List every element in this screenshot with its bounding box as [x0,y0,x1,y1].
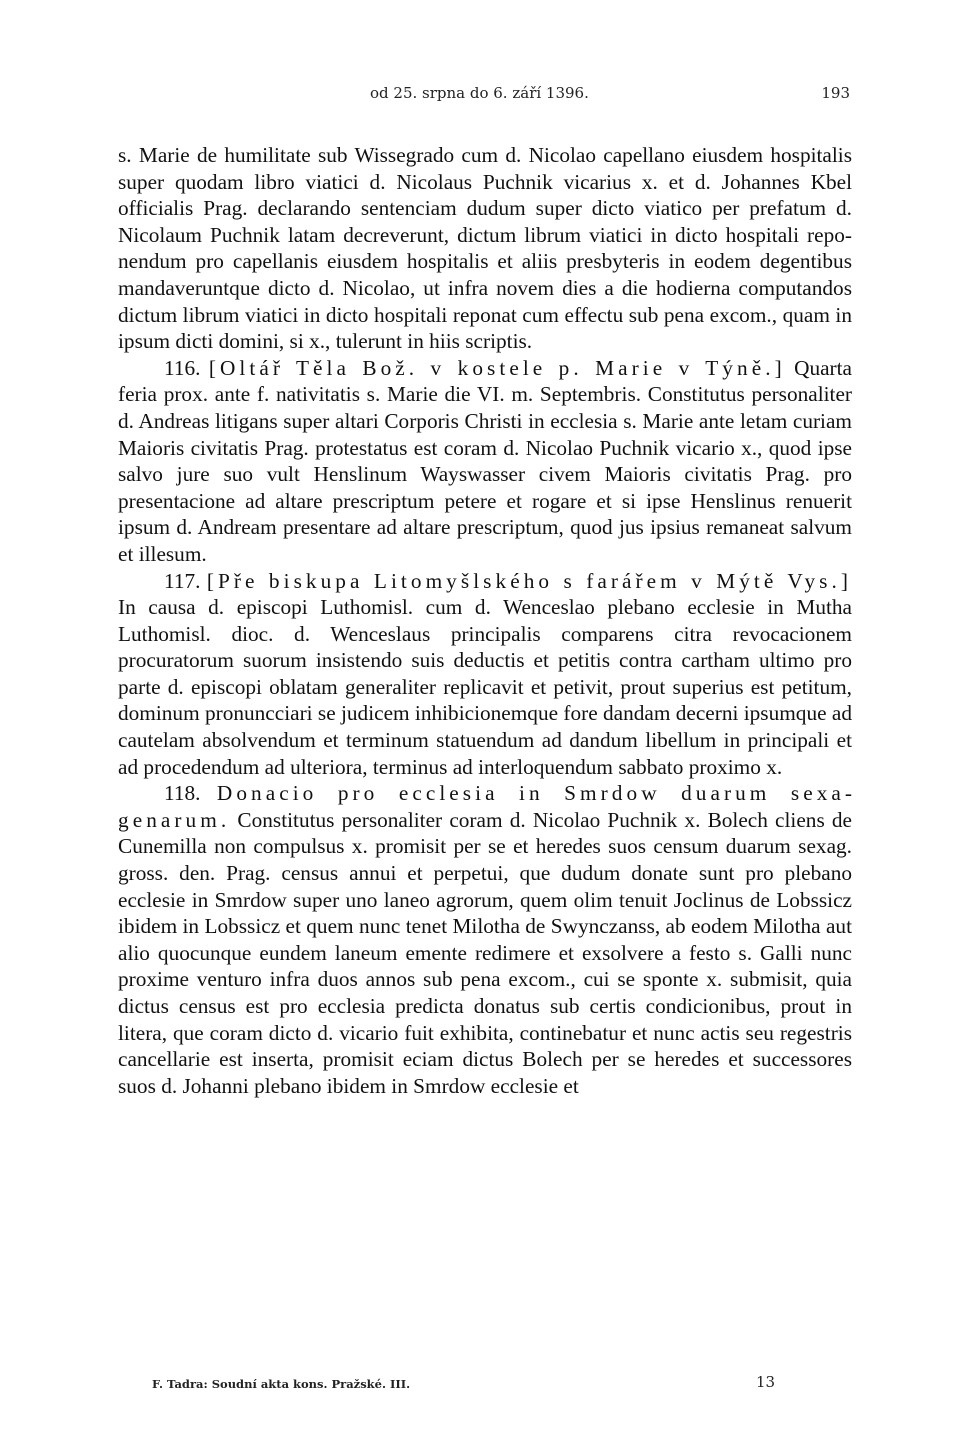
entry-heading: Donacio pro ecclesia in Smrdow duarum sexagenarum. [118,781,853,832]
entry-number: 116. [164,355,201,380]
entry-118 [118,780,852,1099]
entry-body: Constitutus personaliter coram d. Nicolao Puchnik x. Bolech cliens de Cunemilla non compulsus x. promisit per se et heredes suos censum duarum sexag. gross. den. Prag. census annui et perpetui, que dudum donate sunt pro plebano ecclesie in Smrdow super uno laneo agrorum, quem olim tenuit Joclinus de Lobssicz ibidem in Lobssicz et quem nunc tenet Milotha de Swynczanss, ab eodem Milotha aut alio quocunque eundem laneum emente redimere et exsolvere a festo s. Galli nunc proxime venturo infra duos annos sub pena excom., cui se sponte x. submisit, quia dictus census est pro ecclesia predicta donatus sub certis condicionibus, prout in litera, que coram dicto d. vicario fuit exhibita, continebatur et nunc actis seu regestris cancellarie est inserta, promisit eciam dictus Bolech per se heredes et successores suos d. Johanni plebano ibidem in Smrdow ecclesie et [118,807,853,1098]
entry-number: 118. [164,781,201,806]
page-number: 193 [821,84,850,102]
page [118,84,852,1099]
entry-117 [118,568,852,781]
body-text [118,142,852,1099]
entry-number: 117. [164,568,201,593]
footer-citation: F. Tadra: Soudní akta kons. Pražské. III. [152,1377,411,1391]
paragraph-continuation: s. Marie de humilitate sub Wissegrado cum d. Nicolao capellano eiusdem hospitalis super quodam libro viatici d. Nicolaus Puchnik vicarius x. et d. Johannes Kbel officialis Prag. declarando sentenciam dudum super dicto viatico per prefatum d. Nicolaum Puchnik latam decreverunt, dictum librum viatici in dicto hospitali reponendum pro capellanis eiusdem hospitalis et aliis presbyteris in eodem degentibus mandaveruntque dicto d. Nicolao, ut infra novem dies a die hodierna computandos dictum librum viatici in dicto hospitali reponat cum effectu sub pena excom., quam in ipsum dicti domini, si x., tulerunt in hiis scriptis. [118,143,852,354]
running-title: od 25. srpna do 6. září 1396. [370,84,589,102]
entry-heading: [Oltář Těla Bož. v kostele p. Marie v Týně.] [208,355,786,380]
entry-body: Quarta feria prox. ante f. nativitatis s. Marie die VI. m. Septembris. Constitutus personaliter d. Andreas litigans super altari Corporis Christi in ecclesia s. Marie ante letam curiam Maioris civitatis Prag. protestatus est coram d. Nicolao Puchnik vicario x., quod ipse salvo jure suo vult Henslinum Wayswasser civem Maioris civitatis Prag. pro presentacione ad altare prescriptum petere et rogare et si ipse Henslinus renuerit ipsum d. Andream presentare ad altare prescriptum, quod jus ipsius remaneat salvum et illesum. [118,355,853,566]
entry-body: In causa d. episcopi Luthomisl. cum d. Wenceslao plebano ecclesie in Mutha Luthomisl. dioc. d. Wenceslaus principalis comparens citra revocacionem procuratorum suorum insistendo suis deductis et petitis contra cartham ultimo pro parte d. episcopi oblatam generaliter replicavit et petivit, prout superius est petitum, dominum pronuncciari se judicem inhibicionemque fore dandam decerni ipsumque ad cautelam absolvendum et terminum statuendum ad dandum libellum in principali et ad procedendum ad ulteriora, terminus ad interloquendum sabbato proximo x. [118,595,852,779]
sheet-number: 13 [756,1373,776,1391]
entry-116 [118,355,852,568]
footer [152,1375,820,1397]
running-header [118,84,852,114]
entry-heading: [Pře biskupa Litomyšlského s farářem v Mýtě Vys.] [206,568,852,593]
